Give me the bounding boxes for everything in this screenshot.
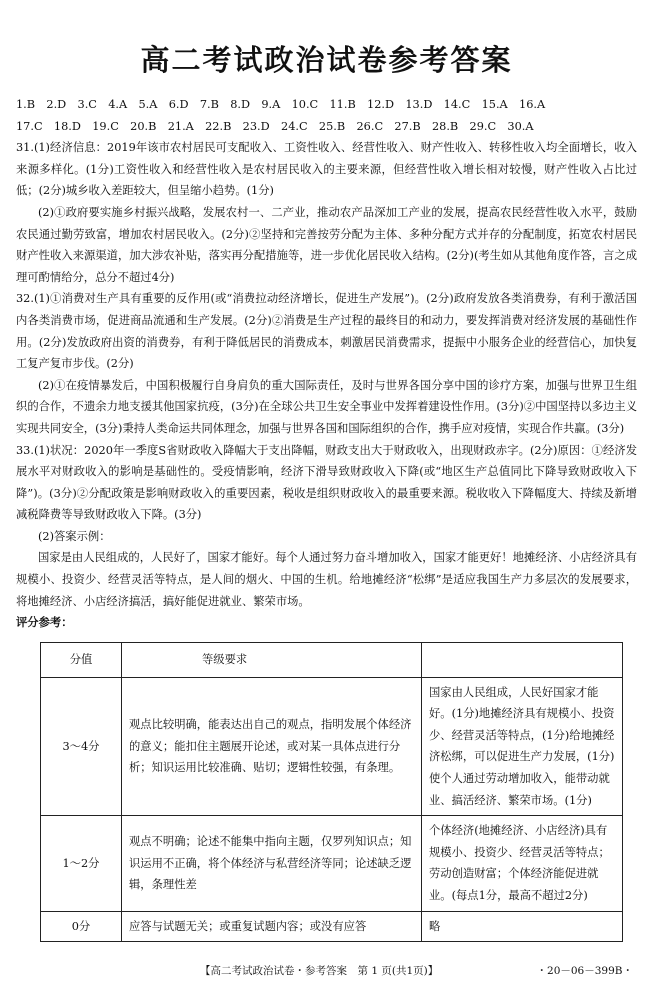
row-example: 国家由人民组成，人民好国家才能好。(1分)地摊经济具有规模小、投资少、经营灵活等特点，(1分)给地摊经济松绑，可以促进生产力发展，(1分)使个人通过劳动增加收入，能带动就业、搞活经济、繁荣市场。(1分) xyxy=(422,677,623,816)
q32-part1: 32.(1)①消费对生产具有重要的反作用(或“消费拉动经济增长，促进生产发展”)。(2分)政府发放各类消费券，有利于激活国内各类消费市场，促进商品流通和生产发展。(2分)②消费是生产过程的最终目的和动力，要发挥消费对经济发展的基础性作用。(2分)发放政府出资的消费券，有利于降低居民的消费成本，刺激居民消费需求，提振中小服务企业的经营信心，加快复工复产复市步伐。(2分) xyxy=(16,292,637,371)
answer-content xyxy=(16,94,637,634)
mc-answers-line-2: 17.C 18.D 19.C 20.B 21.A 22.B 23.D 24.C 25.B 26.C 27.B 28.B 29.C 30.A xyxy=(16,119,534,133)
q32-part2: (2)①在疫情暴发后，中国积极履行自身肩负的重大国际责任，及时与世界各国分享中国的诊疗方案，加强与世界卫生组织的合作，不遗余力地支援其他国家抗疫，(3分)在全球公共卫生安全事业中发挥着建设性作用。(3分)②中国坚持以多边主义实现共同安全，(3分)秉持人类命运共同体理念，加强与世界各国和国际组织的合作，携手应对疫情，实现合作共赢。(3分) xyxy=(16,378,637,435)
table-row xyxy=(41,816,623,911)
q31-part2: (2)①政府要实施乡村振兴战略，发展农村一、二产业，推动农产品深加工产业的发展，提高农民经营性收入水平，鼓励农民通过勤劳致富，增加农村居民收入。(2分)②坚持和完善按劳分配为主体、多种分配方式并存的分配制度，拓宽农村居民财产性收入来源渠道，加大涉农补贴，落实再分配措施等，进一步优化居民收入结构。(2分)(考生如从其他角度作答，言之成理可酌情给分，总分不超过4分) xyxy=(16,205,637,284)
footer-code: ・20－06－399B・ xyxy=(536,965,633,977)
q33-part2-example: 国家是由人民组成的，人民好了，国家才能好。每个人通过努力奋斗增加收入，国家才能更好！地摊经济、小店经济具有规模小、投资少、经营灵活等特点，是人间的烟火、中国的生机。给地摊经济“松绑”是适应我国生产力多层次的发展要求，将地摊经济、小店经济搞活，搞好能促进就业、繁荣市场。 xyxy=(16,551,637,608)
q33-part1: 33.(1)状况：2020年一季度S省财政收入降幅大于支出降幅，财政支出大于财政收入，出现财政赤字。(2分)原因：①经济发展水平对财政收入的影响是基础性的。受疫情影响，经济下滑导致财政收入下降(或“地区生产总值同比下降导致财政收入下降”)。(3分)②分配政策是影响财政收入的重要因素，税收是组织财政收入的最重要来源。税收收入下降幅度大、持续及新增减税降费等导致财政收入下降。(3分) xyxy=(16,443,637,522)
row-requirement: 观点比较明确，能表达出自己的观点，指明发展个体经济的意义；能扣住主题展开论述，或对某一具体点进行分析；知识运用比较准确、贴切；逻辑性较强，有条理。 xyxy=(122,677,422,816)
grading-table xyxy=(40,642,623,942)
header-score: 分值 xyxy=(41,643,122,678)
footer-page-info: 【高二考试政治试卷・参考答案 第 1 页(共1页)】 xyxy=(200,965,439,977)
row-score: 0分 xyxy=(41,911,122,942)
q31-part1: 31.(1)经济信息：2019年该市农村居民可支配收入、工资性收入、经营性收入、财产性收入、转移性收入均全面增长，收入来源多样化。(1分)工资性收入和经营性收入是农村居民收入的主要来源，但经营性收入增长相对较慢，财产性收入占比过低；(2分)城乡收入差距较大，但呈缩小趋势。(1分) xyxy=(16,141,637,198)
mc-answers-line-1: 1.B 2.D 3.C 4.A 5.A 6.D 7.B 8.D 9.A 10.C 11.B 12.D 13.D 14.C 15.A 16.A xyxy=(16,98,546,111)
row-requirement: 观点不明确；论述不能集中指向主题，仅罗列知识点；知识运用不正确，将个体经济与私营经济等同；论述缺乏逻辑，条理性差 xyxy=(122,816,422,911)
row-example: 略 xyxy=(422,911,623,942)
row-score: 1～2分 xyxy=(41,816,122,911)
row-requirement: 应答与试题无关；或重复试题内容；或没有应答 xyxy=(122,911,422,942)
page-title: 高二考试政治试卷参考答案 xyxy=(140,43,513,77)
q33-part2-heading: (2)答案示例： xyxy=(38,529,111,543)
table-header-row xyxy=(41,643,623,678)
header-example xyxy=(422,643,623,678)
row-example: 个体经济(地摊经济、小店经济)具有规模小、投资少、经营灵活等特点；劳动创造财富；个体经济能促进就业。(每点1分，最高不超过2分) xyxy=(422,816,623,911)
table-row xyxy=(41,911,623,942)
grading-label: 评分参考： xyxy=(16,616,73,630)
header-requirement: 等级要求 xyxy=(122,643,422,678)
row-score: 3～4分 xyxy=(41,677,122,816)
table-row xyxy=(41,677,623,816)
